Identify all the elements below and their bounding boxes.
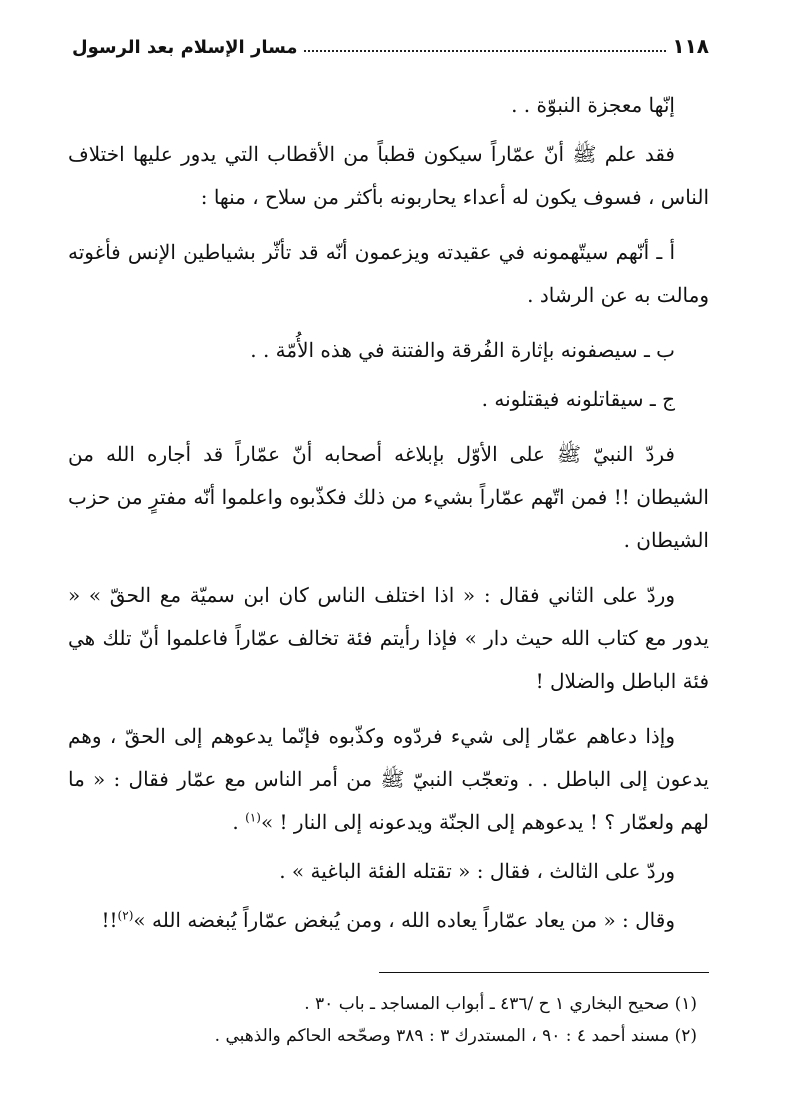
footnote-ref-2: (٢): [117, 908, 134, 923]
paragraph-3: أ ـ أنّهم سيتّهمونه في عقيدته ويزعمون أنّه قد تأثّر بشياطين الإنس فأغوته ومالت به عن الرشاد .: [68, 240, 709, 307]
footnote-1: (١) صحيح البخاري ١ ح /٤٣٦ ـ أبواب المساجد ـ باب ٣٠ .: [304, 994, 697, 1014]
page-number: ١١٨: [672, 34, 709, 58]
footnotes: [68, 988, 697, 1052]
footnote-separator: [379, 972, 709, 973]
paragraph-8: وإذا دعاهم عمّار إلى شيء فردّوه وكذّبوه فإنّما يدعوهم إلى الحقّ ، وهم يدعون إلى الباطل . . وتعجّب النبيّ ﷺ من أمر الناس مع عمّار فقال : « ما لهم ولعمّار ؟ ! يدعوهم إلى الجنّة ويدعونه إلى النار ! »$^{(١)}$ .: [68, 724, 709, 834]
page-header: [72, 28, 709, 58]
paragraph-1: إنّها معجزة النبوّة . .: [511, 93, 675, 117]
header-dot-leader: [304, 49, 667, 52]
paragraph-5: ج ـ سيقاتلونه فيقتلونه .: [481, 387, 675, 411]
footnote-ref-1: (١): [245, 810, 261, 825]
running-title: مسار الإسلام بعد الرسول: [72, 37, 298, 58]
paragraph-10: [68, 899, 709, 942]
footnote-2: (٢) مسند أحمد ٤ : ٩٠ ، المستدرك ٣ : ٣٨٩ وصحّحه الحاكم والذهبي .: [214, 1026, 697, 1046]
paragraph-10-text: وقال : « من يعاد عمّاراً يعاده الله ، ومن يُبغض عمّاراً يُبغضه الله »: [133, 908, 675, 932]
main-text: [68, 84, 709, 954]
paragraph-6: فردّ النبيّ ﷺ على الأوّل بإبلاغه أصحابه أنّ عمّاراً قد أجاره الله من الشيطان !! فمن اتّهم عمّاراً بشيء من ذلك فكذّبوه واعلموا أنّه مفترٍ من حزب الشيطان .: [68, 442, 709, 552]
paragraph-2: فقد علم ﷺ أنّ عمّاراً سيكون قطباً من الأقطاب التي يدور عليها اختلاف الناس ، فسوف يكون له أعداء يحاربونه بأكثر من سلاح ، منها :: [68, 142, 709, 209]
paragraph-7: وردّ على الثاني فقال : « اذا اختلف الناس كان ابن سميّة مع الحقّ » « يدور مع كتاب الله حيث دار » فإذا رأيتم فئة تخالف عمّاراً فاعلموا أنّ تلك هي فئة الباطل والضلال !: [68, 583, 709, 693]
paragraph-9: وردّ على الثالث ، فقال : « تقتله الفئة الباغية » .: [279, 859, 675, 883]
exclamation-marks: !!: [101, 908, 118, 932]
paragraph-8-text: وإذا دعاهم عمّار إلى شيء فردّوه وكذّبوه فإنّما يدعوهم إلى الحقّ ، وهم يدعون إلى الباطل . . وتعجّب النبيّ ﷺ من أمر الناس مع عمّار فقال : « ما لهم ولعمّار ؟ ! يدعوهم إلى الجنّة ويدعونه إلى النار ! »: [68, 724, 709, 834]
paragraph-4: ب ـ سيصفونه بإثارة الفُرقة والفتنة في هذه الأُمّة . .: [250, 338, 675, 362]
